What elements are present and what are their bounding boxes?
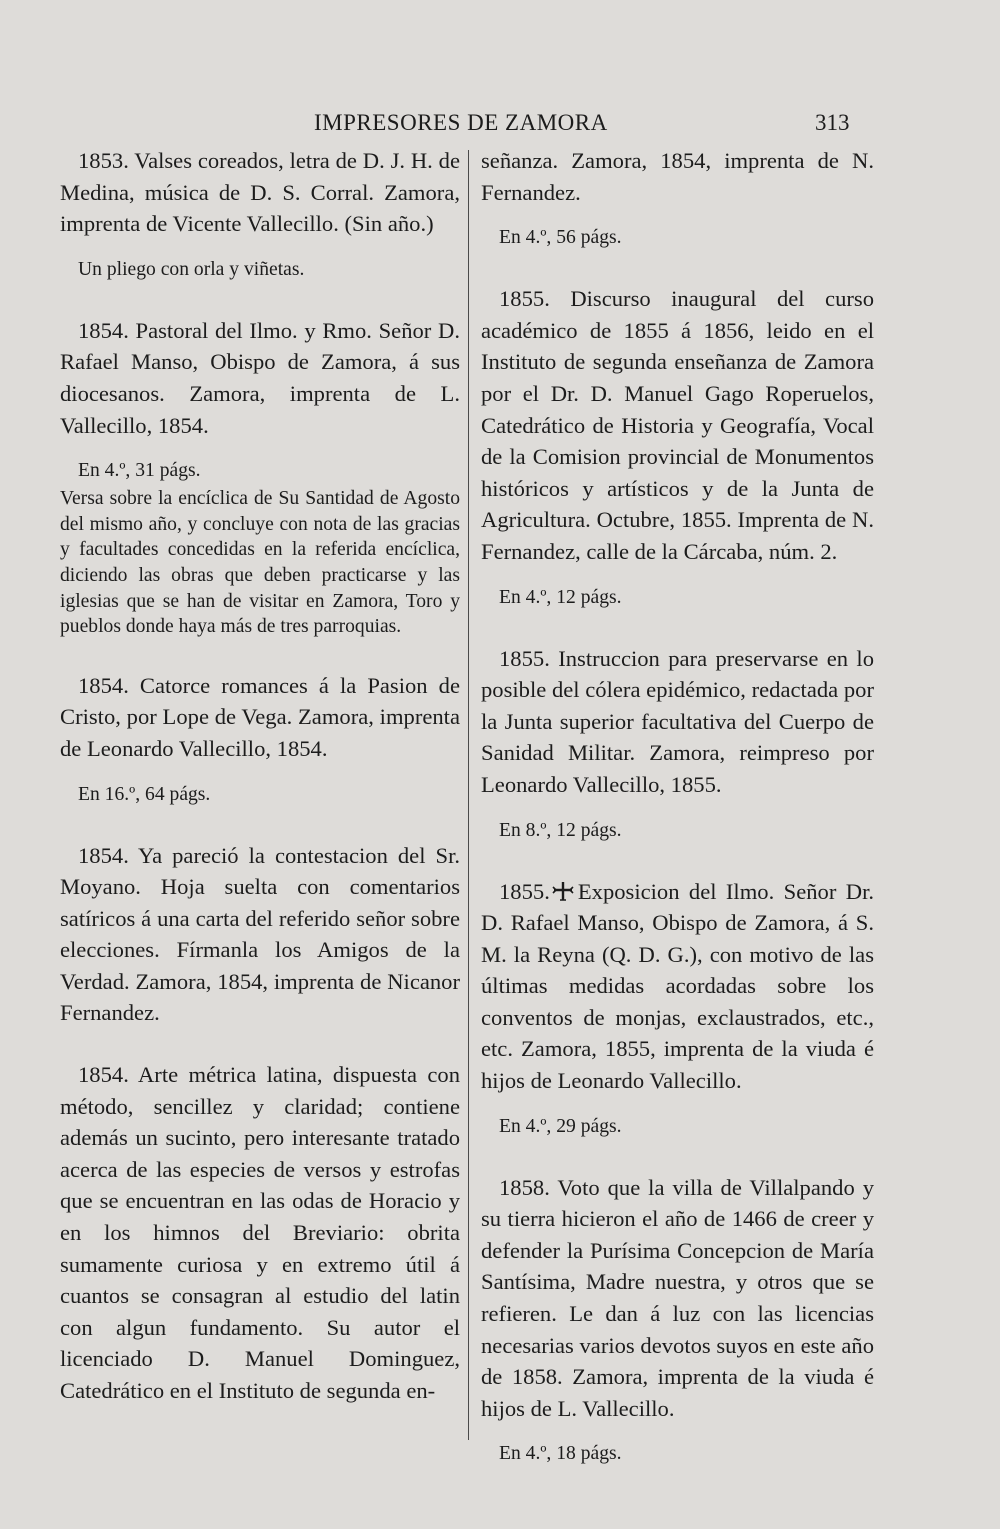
entry-year: 1855.	[499, 878, 550, 904]
physical-description: En 4.º, 29 págs.	[499, 1115, 622, 1137]
physical-description: En 4.º, 56 págs.	[499, 227, 622, 249]
entry-1854-arte-metrica: 1854. Arte métrica latina, dispuesta con método, sencillez y claridad; contiene además un sucinto, pero interesante tratado acerca de las especies de versos y estrofas que se encuentran en las odas de Horacio y en los himnos del Breviario: obrita sumamente curiosa y en extremo útil á cuantos se consagran al estudio del latin con algun fundamento. Su autor el licenciado D. Manuel Dominguez, Catedrático en el Instituto de segunda en-	[60, 1062, 460, 1403]
column-divider	[468, 150, 469, 1440]
entry-1855-exposicion: 1855. Exposicion del Ilmo. Señor Dr. D. Rafael Manso, Obispo de Zamora, á S. M. la Reyna (Q. D. G.), con motivo de las últimas medidas acordadas sobre los conventos de monjas, exclaustrados, etc., etc. Zamora, 1855, imprenta de la viuda é hijos de Leonardo Vallecillo.	[481, 878, 874, 1094]
entry-1855-instruccion: 1855. Instruccion para preservarse en lo posible del cólera epidémico, redactada por la Junta superior facultativa del Cuerpo de Sanidad Militar. Zamora, reimpreso por Leonardo Vallecillo, 1855.	[481, 645, 874, 797]
entry-continuation: señanza. Zamora, 1854, imprenta de N. Fernandez.	[481, 148, 874, 205]
physical-description: En 4.º, 31 págs.	[78, 460, 201, 482]
entry-1854-pastoral: 1854. Pastoral del Ilmo. y Rmo. Señor D. Rafael Manso, Obispo de Zamora, á sus diocesanos. Zamora, imprenta de L. Vallecillo, 1854.	[60, 317, 460, 438]
physical-description: En 4.º, 12 págs.	[499, 586, 622, 608]
entry-note: Versa sobre la encíclica de Su Santidad de Agosto del mismo año, y concluye con nota de las gracias y facultades concedidas en la referida encíclica, diciendo las obras que deben practicarse y las iglesias que se han de visitar en Zamora, Toro y pueblos donde haya más de tres parroquias.	[60, 488, 460, 638]
physical-description: En 8.º, 12 págs.	[499, 819, 622, 841]
running-title: IMPRESORES DE ZAMORA	[314, 110, 608, 135]
entry-1854-romances: 1854. Catorce romances á la Pasion de Cristo, por Lope de Vega. Zamora, imprenta de Leonardo Vallecillo, 1854.	[60, 672, 460, 761]
physical-description: En 16.º, 64 págs.	[78, 783, 211, 805]
entry-1853-valses: 1853. Valses coreados, letra de D. J. H. de Medina, música de D. S. Corral. Zamora, imprenta de Vicente Vallecillo. (Sin año.)	[60, 148, 460, 237]
cross-icon	[552, 881, 574, 901]
page-number: 313	[815, 110, 850, 135]
physical-description: Un pliego con orla y viñetas.	[78, 258, 305, 280]
entry-1858-voto: 1858. Voto que la villa de Villalpando y su tierra hicieron el año de 1466 de creer y defender la Purísima Concepcion de María Santísima, Madre nuestra, y otros que se refieren. Le dan á luz con las licencias necesarias varios devotos suyos en este año de 1858. Zamora, imprenta de la viuda é hijos de L. Vallecillo.	[481, 1174, 874, 1421]
left-column	[60, 145, 460, 1407]
entry-1855-discurso: 1855. Discurso inaugural del curso académico de 1855 á 1856, leido en el Instituto de segunda enseñanza de Zamora por el Dr. D. Manuel Gago Roperuelos, Catedrático de Historia y Geografía, Vocal de la Comision provincial de Monumentos históricos y artísticos y de la Junta de Agricultura. Octubre, 1855. Imprenta de N. Fernandez, calle de la Cárcaba, núm. 2.	[481, 286, 874, 564]
running-head	[0, 110, 1000, 142]
right-column	[481, 145, 874, 1469]
entry-1854-contestacion: 1854. Ya pareció la contestacion del Sr. Moyano. Hoja suelta con comentarios satíricos á una carta del referido señor sobre elecciones. Fírmanla los Amigos de la Verdad. Zamora, 1854, imprenta de Nicanor Fernandez.	[60, 842, 460, 1026]
physical-description: En 4.º, 18 págs.	[499, 1443, 622, 1465]
